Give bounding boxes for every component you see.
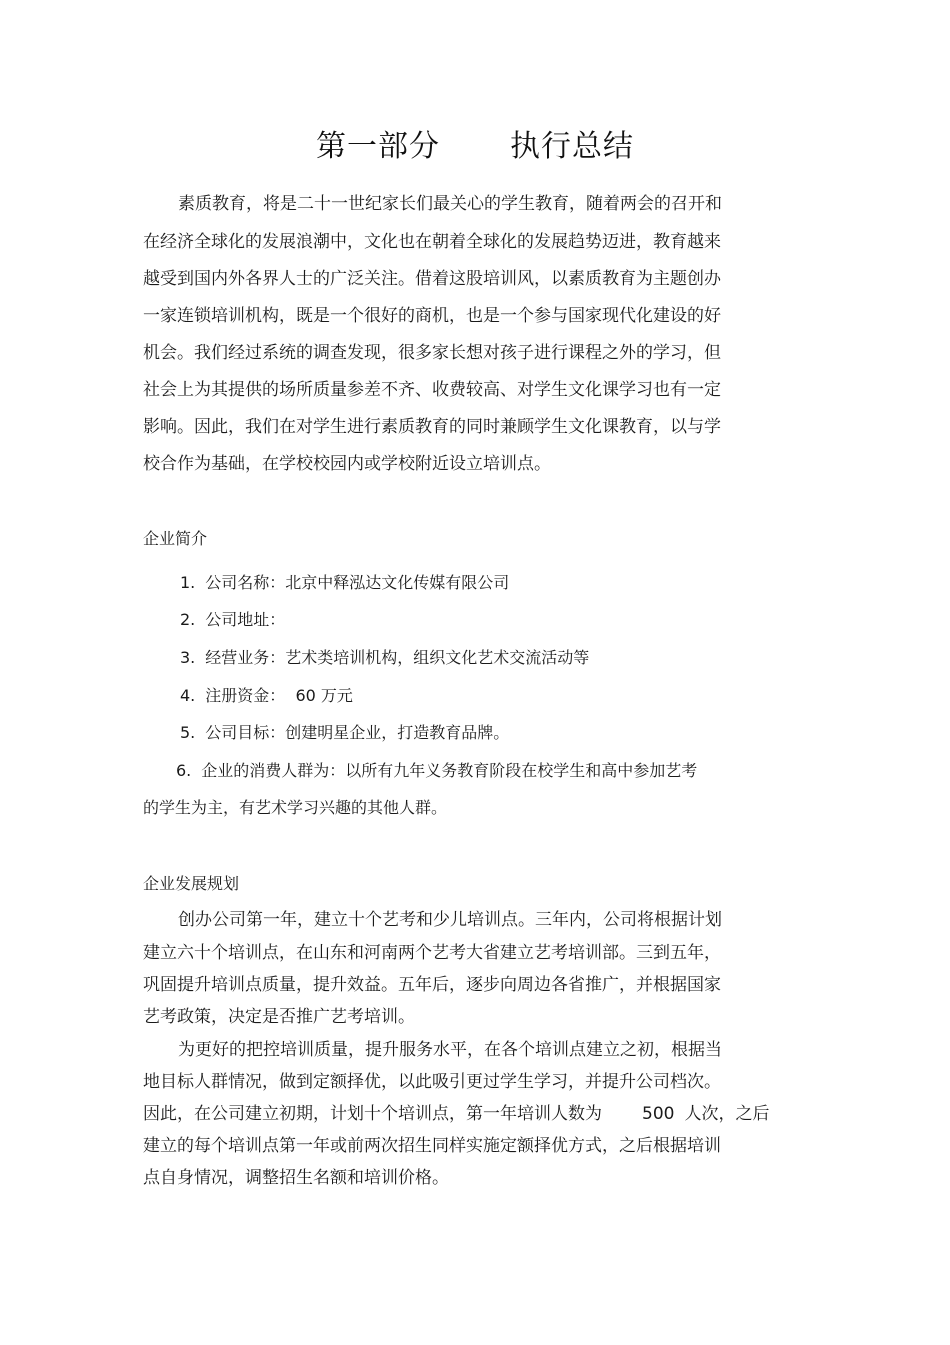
- summary-line: 一家连锁培训机构，既是一个很好的商机，也是一个参与国家现代化建设的好: [143, 306, 721, 326]
- list-item-number: 1.: [180, 573, 196, 592]
- plan-line: [143, 1103, 769, 1125]
- summary-line: 越受到国内外各界人士的广泛关注。借着这股培训风，以素质教育为主题创办: [143, 269, 721, 289]
- summary-line: 影响。因此，我们在对学生进行素质教育的同时兼顾学生文化课教育，以与学: [143, 417, 721, 437]
- list-item: [180, 722, 509, 744]
- list-item-text: 公司目标：创建明星企业，打造教育品牌。: [205, 723, 510, 742]
- list-item-text: 公司名称：北京中释泓达文化传媒有限公司: [205, 573, 510, 592]
- list-item-text: 注册资金： 60 万元: [205, 686, 353, 705]
- plan-line: 创办公司第一年，建立十个艺考和少儿培训点。三年内，公司将根据计划: [178, 910, 722, 930]
- summary-line: 机会。我们经过系统的调查发现，很多家长想对孩子进行课程之外的学习，但: [143, 343, 721, 363]
- list-item: [180, 685, 353, 707]
- list-item: [180, 647, 589, 669]
- summary-line: 在经济全球化的发展浪潮中，文化也在朝着全球化的发展趋势迈进，教育越来: [143, 232, 721, 252]
- list-item: [180, 572, 509, 594]
- list-item-number: 6.: [176, 761, 192, 780]
- title-name: 执行总结: [510, 129, 634, 164]
- summary-line: 社会上为其提供的场所质量参差不齐、收费较高、对学生文化课学习也有一定: [143, 380, 721, 400]
- trainee-count: 500: [642, 1104, 675, 1124]
- plan-line: 点自身情况，调整招生名额和培训价格。: [143, 1168, 449, 1188]
- plan-line-text: 因此，在公司建立初期，计划十个培训点，第一年培训人数为: [143, 1104, 602, 1124]
- plan-line-text: 人次，之后: [684, 1104, 770, 1124]
- list-item-text: 经营业务：艺术类培训机构，组织文化艺术交流活动等: [205, 648, 590, 667]
- list-item-text: 公司地址：: [205, 610, 286, 629]
- list-item-number: 4.: [180, 686, 196, 705]
- plan-line: 艺考政策，决定是否推广艺考培训。: [143, 1007, 415, 1027]
- list-item-continuation: 的学生为主，有艺术学习兴趣的其他人群。: [143, 798, 448, 817]
- plan-line: 建立的每个培训点第一年或前两次招生同样实施定额择优方式，之后根据培训: [143, 1136, 721, 1156]
- list-item-text: 企业的消费人群为：以所有九年义务教育阶段在校学生和高中参加艺考: [201, 761, 698, 780]
- plan-line: 建立六十个培训点，在山东和河南两个艺考大省建立艺考培训部。三到五年，: [143, 943, 721, 963]
- summary-line: 校合作为基础，在学校校园内或学校附近设立培训点。: [143, 454, 551, 474]
- plan-line: 巩固提升培训点质量，提升效益。五年后，逐步向周边各省推广，并根据国家: [143, 975, 721, 995]
- profile-heading: 企业简介: [143, 529, 208, 548]
- page-title: [0, 121, 950, 165]
- plan-line: 地目标人群情况，做到定额择优，以此吸引更过学生学习，并提升公司档次。: [143, 1072, 721, 1092]
- title-part: 第一部分: [316, 129, 440, 164]
- list-item: [176, 760, 697, 782]
- list-item-number: 3.: [180, 648, 196, 667]
- list-item: [180, 609, 285, 631]
- list-item-number: 2.: [180, 610, 196, 629]
- list-item-number: 5.: [180, 723, 196, 742]
- summary-line: 素质教育，将是二十一世纪家长们最关心的学生教育，随着两会的召开和: [178, 194, 722, 214]
- plan-line: 为更好的把控培训质量，提升服务水平，在各个培训点建立之初，根据当: [178, 1040, 722, 1060]
- plan-heading: 企业发展规划: [143, 874, 240, 893]
